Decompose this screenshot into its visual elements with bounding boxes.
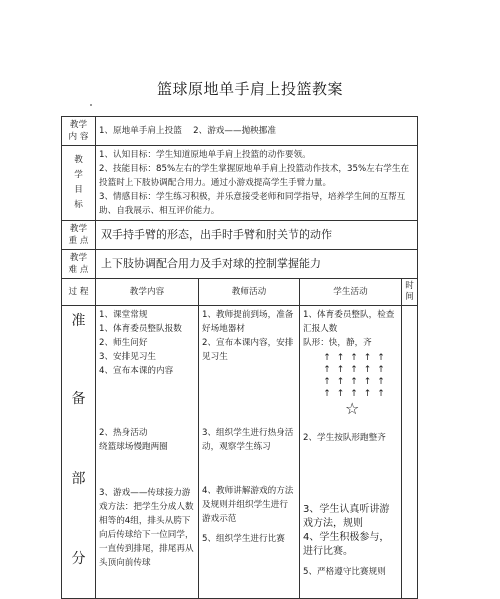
stray-mark <box>90 104 92 106</box>
formation-diagram <box>323 353 403 417</box>
label-teaching-content: 教学 内 容 <box>62 117 96 146</box>
arrow-up-icon: ↑ <box>377 389 385 399</box>
arrow-up-icon: ↑ <box>323 377 331 387</box>
label-teaching-focus: 教学 重 点 <box>62 221 96 250</box>
formation-row <box>323 377 385 387</box>
goal-emotion: 3、情感目标：学生练习积极，并乐意接受老师和同学指导，培养学生间的互帮互助、自我展示、相互评价能力。 <box>99 192 406 216</box>
arrow-up-icon: ↑ <box>350 353 358 363</box>
phase-char-4: 分 <box>71 551 86 567</box>
label-teaching-difficulty: 教学 难 点 <box>62 250 96 279</box>
row-teaching-content <box>62 117 418 146</box>
star-icon: ☆ <box>345 399 360 418</box>
goal-skill: 2、技能目标：85%左右的学生掌握原地单手肩上投篮动作技术，35%左右学生在投篮时上下肢协调配合用力。通过小游戏提高学生手臂力量。 <box>99 164 410 188</box>
formation-row <box>323 365 385 375</box>
preparation-row <box>62 306 418 599</box>
teaching-goals-text <box>96 146 418 221</box>
phase-label <box>62 306 96 599</box>
arrow-up-icon: ↑ <box>377 353 385 363</box>
arrow-up-icon: ↑ <box>323 389 331 399</box>
header-student: 学生活动 <box>300 279 402 306</box>
arrow-up-icon: ↑ <box>323 353 331 363</box>
row-teaching-difficulty <box>62 250 418 279</box>
phase-char-1: 准 <box>71 313 86 329</box>
teaching-content-text: 1、原地单手肩上投篮 2、游戏——抛秧挪准 <box>96 117 418 146</box>
goal-cognitive: 1、认知目标：学生知道原地单手肩上投篮的动作要领。 <box>99 150 311 160</box>
arrow-up-icon: ↑ <box>350 365 358 375</box>
arrow-up-icon: ↑ <box>363 377 372 387</box>
arrow-up-icon: ↑ <box>377 365 385 375</box>
arrow-up-icon: ↑ <box>336 389 345 399</box>
header-teacher: 教师活动 <box>199 279 300 306</box>
time-cell <box>402 306 418 599</box>
process-header-row <box>62 279 418 306</box>
content-cell: 1、课堂常规 1、体育委员整队报数 2、师生问好 3、安排见习生 4、宣布本课的内容 2、热身活动 绕篮球场慢跑两圈 3、游戏——传球接力游戏方法：把学生分成人数相等的4组，排头从胯下向后传球给下一位同学，一直传到排尾，排尾再从头顶向前传球 <box>96 306 199 599</box>
teacher-cell: 1、教师提前到场，准备好场地器材 2、宣布本课内容，安排见习生 3、组织学生进行热身活动，观察学生练习 4、教师讲解游戏的方法及规则并组织学生进行游戏示范 5、组织学生进行比赛 <box>199 306 300 599</box>
header-time: 时 间 <box>402 279 418 306</box>
header-content: 教学内容 <box>96 279 199 306</box>
row-teaching-focus <box>62 221 418 250</box>
teaching-difficulty-text: 上下肢协调配合用力及手对球的控制掌握能力 <box>96 250 418 279</box>
arrow-up-icon: ↑ <box>336 353 345 363</box>
page-title: 篮球原地单手肩上投篮教案 <box>156 80 343 98</box>
arrow-up-icon: ↑ <box>336 377 345 387</box>
formation-row <box>323 389 385 399</box>
arrow-up-icon: ↑ <box>363 389 372 399</box>
formation-row <box>323 353 385 363</box>
label-teaching-goals: 教 学 目 标 <box>62 146 96 221</box>
lesson-plan-table <box>61 116 418 599</box>
student-cell: 1、体育委员整队，检查汇报人数 队形：快，静，齐 ↑ ↑ ↑ ↑ ↑ ↑ ↑ ↑ ↑ ↑ ↑ ↑ ↑ ↑ ↑ ↑ ↑ ↑ ↑ ↑ ☆ 2、学生按队形跑整齐 3、学生认真听讲游戏方法，规则 4、学生积极参与，进行比赛。 5、严格遵守比赛规则 <box>300 306 402 599</box>
arrow-up-icon: ↑ <box>336 365 345 375</box>
arrow-up-icon: ↑ <box>350 377 358 387</box>
arrow-up-icon: ↑ <box>377 377 385 387</box>
arrow-up-icon: ↑ <box>363 365 372 375</box>
arrow-up-icon: ↑ <box>363 353 372 363</box>
phase-char-3: 部 <box>71 471 86 487</box>
arrow-up-icon: ↑ <box>350 389 358 399</box>
phase-char-2: 备 <box>71 391 86 407</box>
teaching-focus-text: 双手持手臂的形态，出手时手臂和肘关节的动作 <box>96 221 418 250</box>
header-process: 过 程 <box>62 279 96 306</box>
arrow-up-icon: ↑ <box>323 365 331 375</box>
row-teaching-goals <box>62 146 418 221</box>
